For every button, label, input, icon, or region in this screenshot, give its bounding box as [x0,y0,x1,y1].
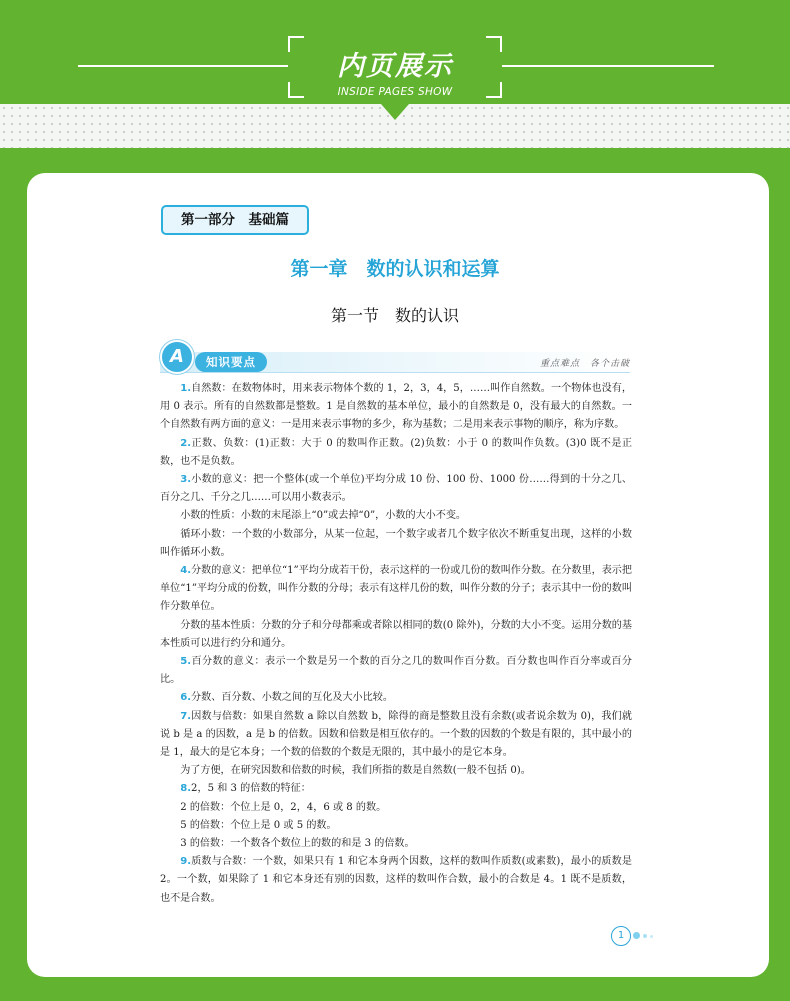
paragraph [160,507,632,525]
paragraph [160,435,632,471]
paragraph-text: 循环小数：一个数的小数部分，从某一位起，一个数字或者几个数字依次不断重复出现，这样的小数叫作循环小数。 [160,528,632,558]
paragraph [160,853,632,908]
paragraph-number: 6. [180,692,192,704]
paragraph [160,562,632,617]
banner-line-left [78,65,288,67]
paragraph-text: 分数的意义：把单位“1”平均分成若干份，表示这样的一份或几份的数叫作分数。在分数里，表示把单位“1”平均分成的份数，叫作分数的分母；表示有这样几份的数，叫作分数的分子；表示其中一份的数叫作分数单位。 [160,565,632,613]
paragraph-text: 2，5 和 3 的倍数的特征： [191,783,311,795]
paragraph-text: 自然数：在数物体时，用来表示物体个数的 1，2，3，4，5，……叫作自然数。一个物体也没有，用 0 表示。所有的自然数都是整数。1 是自然数的基本单位，最小的自然数是 0，没有最大的自然数。一个自然数有两方面的意义：一是用来表示事物的多少，称为基数；二是用来表示事物的顺序，称为序数。 [160,383,632,431]
paragraph-text: 正数、负数：(1)正数：大于 0 的数叫作正数。(2)负数：小于 0 的数叫作负数。(3)0 既不是正数，也不是负数。 [160,437,632,467]
section-title: 第一节 数的认识 [330,306,459,325]
paragraph [160,653,632,689]
paragraph-text: 百分数的意义：表示一个数是另一个数的百分之几的数叫作百分数。百分数也叫作百分率或百分比。 [160,656,632,686]
knowledge-tag: 重点难点 各个击破 [539,359,630,369]
paragraph [160,708,632,763]
paragraph-text: 小数的性质：小数的末尾添上“0”或去掉“0”，小数的大小不变。 [180,510,467,522]
paragraph-text: 5 的倍数：个位上是 0 或 5 的数。 [180,819,337,831]
paragraph-number: 5. [180,656,192,668]
banner-line-right [502,65,714,67]
paragraph [160,380,632,435]
chapter-title: 第一章 数的认识和运算 [290,258,500,280]
paragraph-number: 7. [180,710,192,722]
paragraph-number: 4. [180,565,192,577]
paragraph [160,817,632,835]
knowledge-badge-icon: A [160,340,194,374]
paragraph-text: 分数、百分数、小数之间的互化及大小比较。 [191,692,393,704]
paragraph-text: 小数的意义：把一个整体(或一个单位)平均分成 10 份、100 份、1000 份……得到的十分之几、百分之几、千分之几……可以用小数表示。 [160,474,632,504]
banner-title: 内页展示 [337,51,453,82]
paragraph [160,780,632,798]
paragraph [160,799,632,817]
paragraph [160,617,632,653]
part-label: 第一部分 基础篇 [161,205,309,235]
paragraph [160,526,632,562]
page-number: 1 [611,926,631,946]
paragraph-number: 8. [180,783,192,795]
paragraph-number: 3. [180,474,192,486]
page-dot-icon [650,935,653,938]
paragraph-number: 1. [180,383,192,394]
page-dot-icon [633,932,640,939]
paragraph-text: 分数的基本性质：分数的分子和分母都乘或者除以相同的数(0 除外)，分数的大小不变。运用分数的基本性质可以进行约分和通分。 [160,619,632,649]
paragraph-text: 3 的倍数：一个数各个数位上的数的和是 3 的倍数。 [180,838,415,850]
paragraph-number: 9. [180,856,192,868]
paragraph [160,689,632,707]
banner-notch [381,104,409,120]
paragraph [160,762,632,780]
paragraph [160,471,632,507]
paragraph-text: 因数与倍数：如果自然数 a 除以自然数 b，除得的商是整数且没有余数(或者说余数为 0)，我们就说 b 是 a 的因数，a 是 b 的倍数。因数和倍数是相互依存的。一个数的因数的个数是有限的，其中最小的是 1，最大的是它本身；一个数的倍数的个数是无限的，其中最小的是它本身。 [160,710,632,759]
banner-subtitle: INSIDE PAGES SHOW [337,86,453,98]
paragraph-text: 为了方便，在研究因数和倍数的时候，我们所指的数是自然数(一般不包括 0)。 [180,765,531,777]
page-dot-icon [643,934,647,938]
paragraph-text: 2 的倍数：个位上是 0，2，4，6 或 8 的数。 [180,801,387,813]
paragraph-text: 质数与合数：一个数，如果只有 1 和它本身两个因数，这样的数叫作质数(或素数)，最小的质数是 2。一个数，如果除了 1 和它本身还有别的因数，这样的数叫作合数，最小的合数是 4。1 既不是质数，也不是合数。 [160,856,632,904]
paragraph-number: 2. [180,437,192,449]
knowledge-title: 知识要点 [195,352,267,372]
paragraph [160,835,632,853]
content-body [160,380,632,908]
